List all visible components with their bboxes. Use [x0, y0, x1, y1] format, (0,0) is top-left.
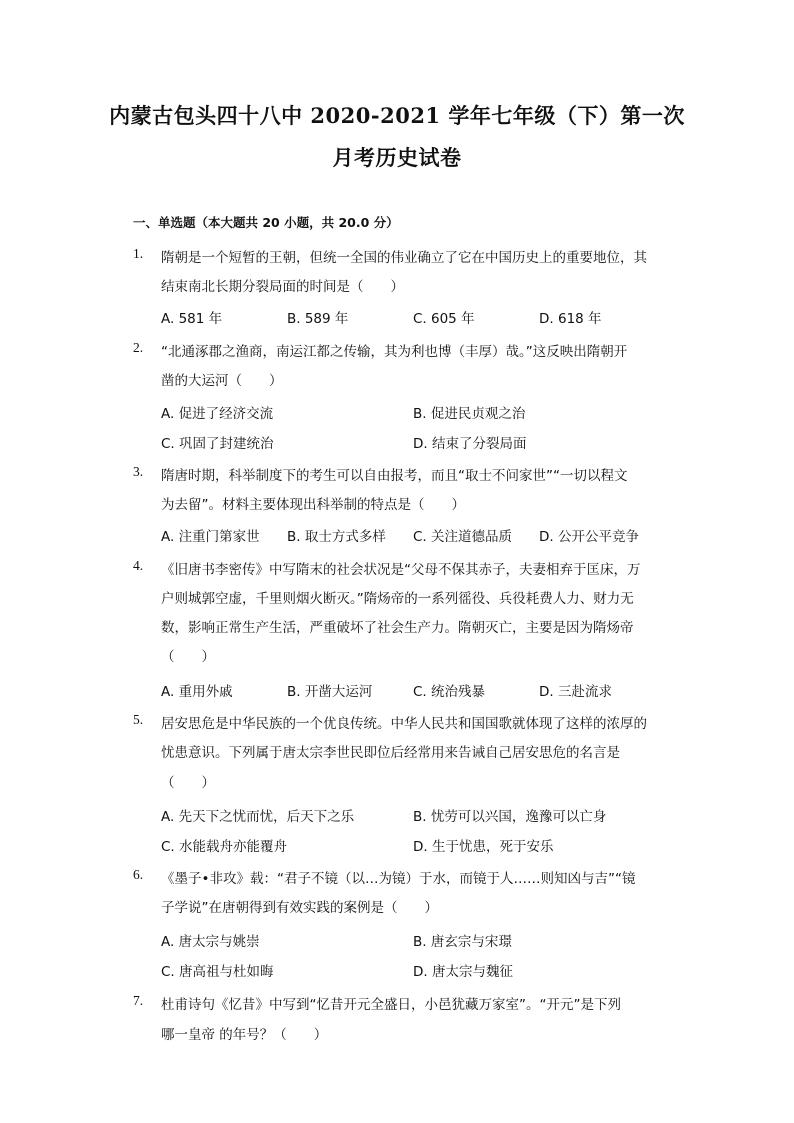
option-b: B. 取士方式多样: [287, 529, 386, 545]
question-text: 隋唐时期，科举制度下的考生可以自由报考，而且“取士不问家世”“一切以程文: [161, 468, 628, 484]
option-b: B. 唐玄宗与宋璟: [413, 934, 512, 950]
option-d: D. 唐太宗与魏征: [413, 964, 513, 980]
question-number: 4.: [133, 558, 144, 573]
option-c: C. 唐高祖与杜如晦: [161, 964, 274, 980]
page-title-line-2: 月考历史试卷: [332, 145, 462, 170]
option-a: A. 注重门第家世: [161, 529, 260, 545]
option-c: C. 605 年: [413, 311, 475, 327]
option-b: B. 589 年: [287, 311, 349, 327]
question-text: “北通涿郡之渔商，南运江都之传输，其为利也博（丰厚）哉。”这反映出隋朝开: [161, 344, 628, 360]
option-a: A. 先天下之忧而忧，后天下之乐: [161, 809, 355, 825]
question-text: 结束南北长期分裂局面的时间是（ ）: [161, 279, 404, 295]
question-text: （ ）: [161, 649, 215, 665]
question-number: 7.: [133, 993, 144, 1008]
question-text: 隋朝是一个短暂的王朝，但统一全国的伟业确立了它在中国历史上的重要地位，其: [161, 250, 647, 266]
question-text: 子学说”在唐朝得到有效实践的案例是（ ）: [161, 900, 438, 916]
question-text: 为去留”。材料主要体现出科举制的特点是（ ）: [161, 497, 465, 513]
question-text: 《墨子•非攻》载：“君子不镜（以…为镜）于水，而镜于人……则知凶与吉”“镜: [161, 871, 636, 887]
option-c: C. 巩固了封建统治: [161, 436, 274, 452]
question-number: 3.: [133, 464, 144, 479]
page-title-line-1: 内蒙古包头四十八中 2020-2021 学年七年级（下）第一次: [109, 103, 685, 128]
question-text: 忧患意识。下列属于唐太宗李世民即位后经常用来告诫自己居安思危的名言是: [161, 745, 620, 761]
question-text: 凿的大运河（ ）: [161, 373, 283, 389]
question-text: 《旧唐书李密传》中写隋末的社会状况是“父母不保其赤子，夫妻相弃于匡床，万: [161, 562, 641, 578]
option-d: D. 三赴流求: [539, 684, 612, 700]
option-a: A. 促进了经济交流: [161, 406, 274, 422]
option-a: A. 581 年: [161, 311, 223, 327]
option-a: A. 唐太宗与姚崇: [161, 934, 260, 950]
option-c: C. 统治残暴: [413, 684, 486, 700]
question-number: 5.: [133, 712, 144, 727]
option-b: B. 开凿大运河: [287, 684, 373, 700]
option-b: B. 促进民贞观之治: [413, 406, 526, 422]
question-number: 2.: [133, 340, 144, 355]
question-text: 哪一皇帝 的年号？（ ）: [161, 1027, 328, 1043]
option-d: D. 结束了分裂局面: [413, 436, 527, 452]
option-a: A. 重用外戚: [161, 684, 233, 700]
question-text: 居安思危是中华民族的一个优良传统。中华人民共和国国歌就体现了这样的浓厚的: [161, 716, 647, 732]
option-c: C. 关注道德品质: [413, 529, 513, 545]
question-number: 6.: [133, 867, 144, 882]
question-text: 户则城郭空虚，千里则烟火断灭。”隋炀帝的一系列徭役、兵役耗费人力、财力无: [161, 591, 634, 607]
question-text: 杜甫诗句《忆昔》中写到“忆昔开元全盛日，小邑犹藏万家室”。“开元”是下列: [161, 997, 621, 1013]
option-c: C. 水能载舟亦能覆舟: [161, 839, 288, 855]
option-d: D. 618 年: [539, 311, 602, 327]
question-number: 1.: [133, 246, 144, 261]
option-b: B. 忧劳可以兴国，逸豫可以亡身: [413, 809, 607, 825]
option-d: D. 公开公平竞争: [539, 529, 639, 545]
question-text: （ ）: [161, 775, 215, 791]
section-heading: 一、单选题（本大题共 20 小题，共 20.0 分）: [133, 215, 399, 230]
option-d: D. 生于忧患，死于安乐: [413, 839, 554, 855]
question-text: 数，影响正常生产生活，严重破坏了社会生产力。隋朝灭亡，主要是因为隋炀帝: [161, 620, 634, 636]
